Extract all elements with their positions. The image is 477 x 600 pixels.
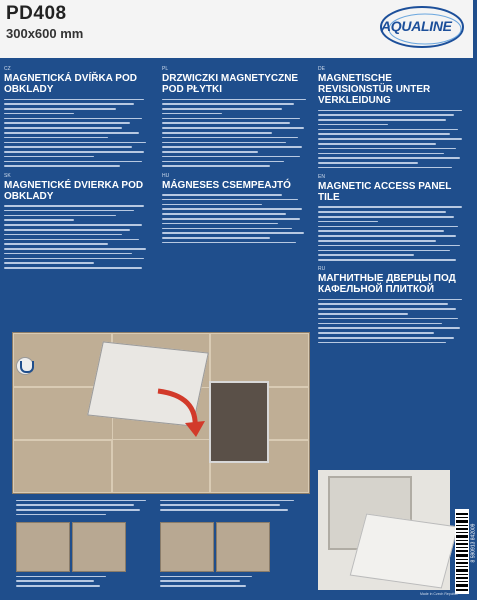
barcode [455,509,469,594]
detail-image-2 [72,522,126,572]
detail-image-4 [216,522,270,572]
section-title-ru: МАГНИТНЫЕ ДВЕРЦЫ ПОД КАФЕЛЬНОЙ ПЛИТКОЙ [318,273,456,296]
detail-caption-1 [16,574,126,588]
brand-name: AQUALINE [381,18,452,34]
barcode-number: 8 590913 842009 [470,523,477,563]
text-block-hu [162,193,312,245]
product-photo [318,470,450,590]
wall-tile [111,439,211,493]
section-title-hu: MÁGNESES CSEMPEAJTÓ [162,179,291,191]
section-title-pl: DRZWICZKI MAGNETYCZNE POD PŁYTKI [162,73,299,95]
section-title-en: MAGNETIC ACCESS PANEL TILE [318,180,452,203]
detail-image-1 [16,522,70,572]
section-lang-en: EN [318,173,325,180]
text-block-ru [318,297,469,345]
text-block-sk [4,204,154,271]
text-block-en [318,205,469,262]
panel-board [350,514,459,589]
illustration-caption-right [160,498,300,512]
section-lang-de: DE [318,66,325,72]
section-title-cz: MAGNETICKÁ DVÍŘKA POD OBKLADY [4,73,137,95]
section-lang-ru: RU [318,266,326,273]
made-in-label: Made in Czech Republic [420,592,458,596]
section-lang-hu: HU [162,172,170,179]
panel-opening [209,381,269,463]
section-title-sk: MAGNETICKÉ DVIERKA POD OBKLADY [4,179,144,202]
illustration-caption-left [16,498,156,517]
section-lang-cz: CZ [4,66,11,72]
brand-logo [379,4,465,50]
product-code: PD408 [6,3,67,24]
section-lang-sk: SK [4,172,11,179]
wall-tile [209,333,309,388]
section-lang-pl: PL [162,66,169,72]
magnet-icon [16,357,34,375]
wall-tile [13,439,113,493]
section-title-de: MAGNETISCHE REVISIONSTÜR UNTER VERKLEIDUNG [318,73,431,106]
text-block-pl [162,97,312,169]
text-block-de [318,108,469,170]
detail-image-3 [160,522,214,572]
install-illustration [12,332,310,494]
column-middle [162,62,312,596]
detail-caption-2 [160,574,270,588]
text-block-cz [4,97,154,169]
arrow-icon [153,381,213,441]
product-size: 300x600 mm [6,26,84,41]
